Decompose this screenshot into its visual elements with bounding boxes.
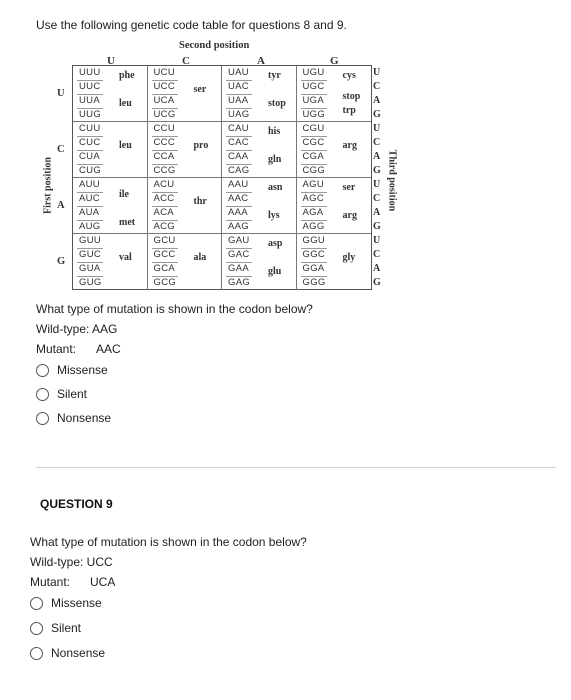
codon: AUU (79, 179, 100, 190)
amino-acid-label: met (119, 217, 136, 228)
codon: GCG (153, 277, 177, 288)
amino-acid-label: gly (342, 252, 356, 263)
third-position-letter: G (373, 277, 381, 288)
codon-block (222, 122, 297, 178)
codon: GCC (153, 249, 176, 260)
codon-block (148, 66, 223, 122)
codon: UAA (228, 95, 249, 106)
codon: GAA (228, 263, 249, 274)
q8-mutant-label: Mutant: (36, 342, 77, 356)
amino-acid-label: ser (342, 182, 356, 193)
codon-block (73, 178, 148, 234)
q9-mutant-value: UCA (90, 575, 116, 589)
codon: UUC (79, 81, 101, 92)
codon: CGA (302, 151, 324, 162)
third-position-letter: A (373, 151, 381, 162)
third-position-letter: G (373, 109, 381, 120)
codon-block (73, 66, 148, 122)
q8-option-label: Silent (57, 387, 88, 401)
codon: GUG (79, 277, 102, 288)
codon: UCA (153, 95, 175, 106)
codon: AAC (228, 193, 249, 204)
amino-acid-label: asn (268, 182, 283, 193)
codon-block (73, 122, 148, 178)
codon: UUG (79, 109, 102, 120)
codon: AGU (302, 179, 324, 190)
codon: CAC (228, 137, 249, 148)
row-header-c: C (57, 144, 65, 155)
codon: GCU (153, 235, 176, 246)
codon: CAA (228, 151, 249, 162)
q9-option-nonsense[interactable] (30, 646, 105, 660)
third-position-letter: U (373, 123, 381, 134)
q8-prompt: What type of mutation is shown in the codon below? (36, 302, 313, 316)
codon: GGA (302, 263, 325, 274)
codon: CCC (153, 137, 175, 148)
codon: CAU (228, 123, 249, 134)
amino-acid-label: leu (119, 140, 132, 151)
q8-mutant-value: AAC (96, 342, 121, 356)
codon: UGC (302, 81, 325, 92)
q8-option-missense[interactable] (36, 363, 108, 377)
radio-button[interactable] (30, 597, 43, 610)
codon: CUA (79, 151, 100, 162)
amino-acid-label: his (268, 126, 281, 137)
codon: UCU (153, 67, 175, 78)
codon: AGG (302, 221, 325, 232)
codon: ACC (153, 193, 175, 204)
codon: AUC (79, 193, 100, 204)
amino-acid-label: pro (193, 140, 209, 151)
amino-acid-label: ile (119, 189, 129, 200)
codon-block (222, 66, 297, 122)
codon-block (148, 122, 223, 178)
codon: CAG (228, 165, 250, 176)
codon: CUG (79, 165, 102, 176)
codon: CCG (153, 165, 176, 176)
radio-button[interactable] (30, 622, 43, 635)
radio-button[interactable] (36, 364, 49, 377)
codon: UCG (153, 109, 176, 120)
codon: GAC (228, 249, 250, 260)
codon-grid (72, 65, 372, 290)
codon: AAG (228, 221, 249, 232)
radio-button[interactable] (36, 412, 49, 425)
amino-acid-label: arg (342, 140, 357, 151)
codon: GAU (228, 235, 250, 246)
codon-block (148, 234, 223, 290)
codon: AUA (79, 207, 100, 218)
radio-button[interactable] (30, 647, 43, 660)
third-position-letter: U (373, 67, 381, 78)
third-position-letters (373, 66, 385, 290)
codon-block (297, 122, 372, 178)
codon: UGG (302, 109, 326, 120)
amino-acid-label: arg (342, 210, 357, 221)
q9-option-label: Silent (51, 621, 82, 635)
codon: CUU (79, 123, 101, 134)
codon: CCA (153, 151, 175, 162)
codon: ACA (153, 207, 174, 218)
codon: GUC (79, 249, 102, 260)
codon: AGA (302, 207, 324, 218)
q9-prompt: What type of mutation is shown in the codon below? (30, 535, 307, 549)
amino-acid-label: thr (193, 196, 207, 207)
q9-option-label: Missense (51, 596, 102, 610)
amino-acid-label: lys (268, 210, 280, 221)
amino-acid-label: ala (193, 252, 207, 263)
codon: UUA (79, 95, 100, 106)
radio-button[interactable] (36, 388, 49, 401)
codon-block (148, 178, 223, 234)
codon: GUA (79, 263, 101, 274)
codon: ACG (153, 221, 175, 232)
q8-wild-type: Wild-type: AAG (36, 322, 118, 336)
codon-block (297, 234, 372, 290)
third-position-letter: U (373, 235, 381, 246)
third-position-letter: C (373, 193, 381, 204)
amino-acid-label: gln (268, 154, 282, 165)
codon: GCA (153, 263, 175, 274)
codon-block (73, 234, 148, 290)
row-header-g: G (57, 256, 66, 267)
q9-option-label: Nonsense (51, 646, 106, 660)
codon: AUG (79, 221, 101, 232)
column-header-a: A (257, 55, 265, 67)
codon-block (222, 234, 297, 290)
amino-acid-label: tyr (268, 70, 281, 81)
third-position-letter: A (373, 207, 381, 218)
codon: GGU (302, 235, 326, 246)
row-header-a: A (57, 200, 65, 211)
q9-option-missense[interactable] (30, 596, 102, 610)
codon: GGG (302, 277, 326, 288)
third-position-letter: U (373, 179, 381, 190)
third-position-letter: A (373, 95, 381, 106)
codon: AAA (228, 207, 248, 218)
amino-acid-label: glu (268, 266, 282, 277)
codon: CGG (302, 165, 326, 176)
column-header-u: U (107, 55, 115, 67)
codon-block (297, 66, 372, 122)
first-position-label: First position (42, 157, 54, 214)
codon: UAG (228, 109, 250, 120)
amino-acid-label: stop (342, 91, 361, 102)
codon: GGC (302, 249, 326, 260)
q8-option-label: Missense (57, 363, 108, 377)
third-position-letter: C (373, 81, 381, 92)
second-position-label: Second position (179, 40, 250, 51)
codon: AAU (228, 179, 249, 190)
amino-acid-label: val (119, 252, 132, 263)
question-divider (36, 467, 556, 468)
codon: CCU (153, 123, 175, 134)
amino-acid-label: ser (193, 84, 207, 95)
third-position-letter: C (373, 137, 381, 148)
amino-acid-label: trp (342, 105, 356, 116)
codon: UUU (79, 67, 101, 78)
codon: CGU (302, 123, 325, 134)
amino-acid-label: cys (342, 70, 356, 81)
q9-wild-type: Wild-type: UCC (30, 555, 113, 569)
codon: CUC (79, 137, 101, 148)
intro-text: Use the following genetic code table for questions 8 and 9. (36, 18, 347, 32)
codon: CGC (302, 137, 325, 148)
column-header-g: G (330, 55, 339, 67)
q8-option-nonsense[interactable] (36, 411, 111, 425)
codon: ACU (153, 179, 175, 190)
codon-block (297, 178, 372, 234)
third-position-letter: G (373, 221, 381, 232)
codon: GAG (228, 277, 251, 288)
codon: AGC (302, 193, 324, 204)
codon: UCC (153, 81, 175, 92)
codon: UGU (302, 67, 325, 78)
row-header-u: U (57, 88, 65, 99)
codon-block (222, 178, 297, 234)
codon: UAU (228, 67, 249, 78)
q8-option-silent[interactable] (36, 387, 87, 401)
amino-acid-label: asp (268, 238, 283, 249)
third-position-letter: C (373, 249, 381, 260)
third-position-label: Third position (386, 149, 398, 212)
codon: UAC (228, 81, 249, 92)
amino-acid-label: phe (119, 70, 135, 81)
q9-option-silent[interactable] (30, 621, 81, 635)
amino-acid-label: stop (268, 98, 286, 109)
question-9-header: QUESTION 9 (40, 497, 113, 511)
q8-option-label: Nonsense (57, 411, 112, 425)
amino-acid-label: leu (119, 98, 132, 109)
codon: GUU (79, 235, 102, 246)
codon: UGA (302, 95, 324, 106)
third-position-letter: A (373, 263, 381, 274)
column-header-c: C (182, 55, 190, 67)
q9-mutant-label: Mutant: (30, 575, 71, 589)
third-position-letter: G (373, 165, 381, 176)
